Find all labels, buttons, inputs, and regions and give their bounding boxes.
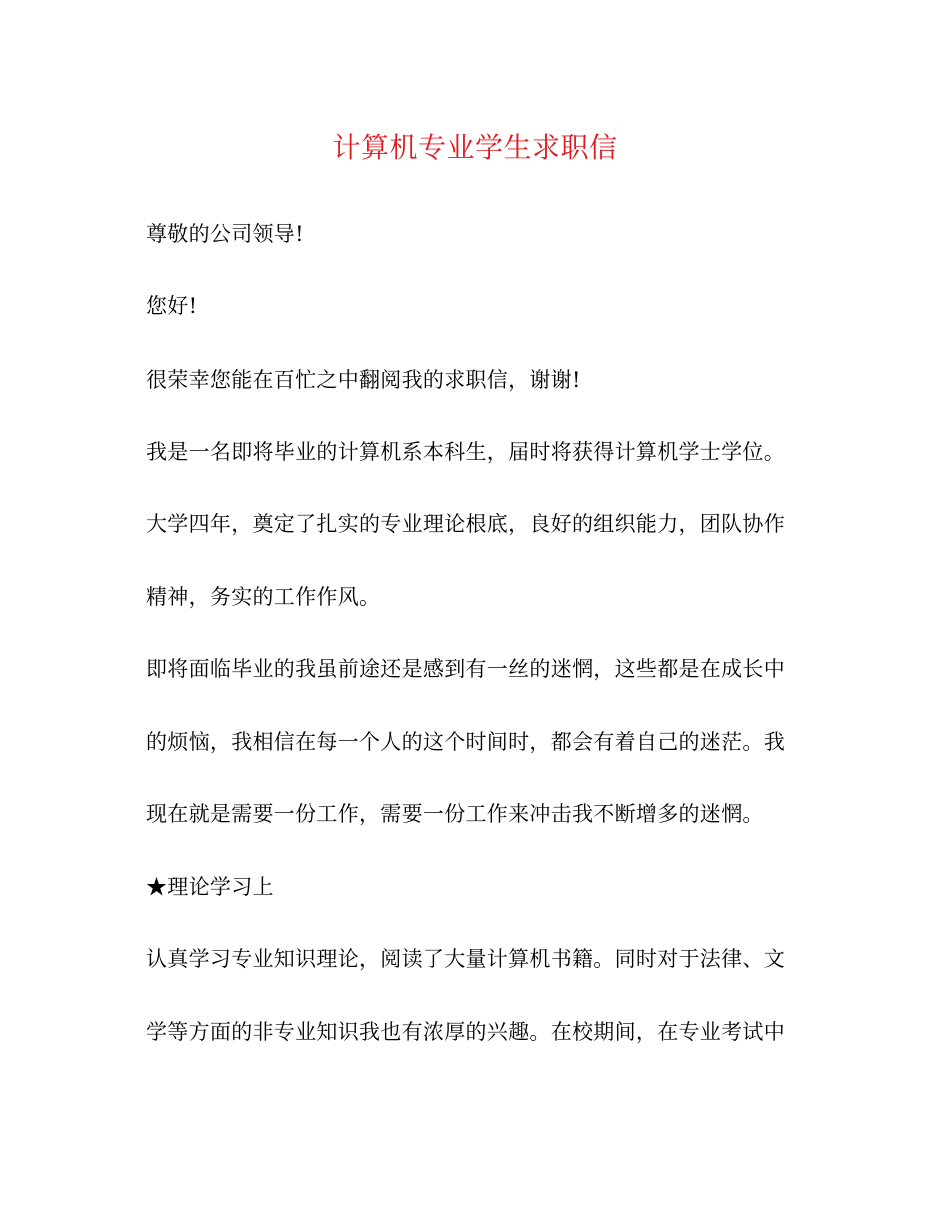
document-title: 计算机专业学生求职信 — [332, 131, 618, 164]
body-line: 现在就是需要一份工作，需要一份工作来冲击我不断增多的迷惘。 — [146, 802, 764, 826]
body-line: 我是一名即将毕业的计算机系本科生，届时将获得计算机学士学位。 — [146, 440, 785, 464]
body-line: 大学四年，奠定了扎实的专业理论根底，良好的组织能力，团队协作 — [146, 512, 785, 536]
salutation: 尊敬的公司领导! — [146, 222, 304, 246]
body-line: 认真学习专业知识理论，阅读了大量计算机书籍。同时对于法律、文 — [146, 947, 785, 971]
body-line: 精神，务实的工作作风。 — [146, 585, 381, 609]
greeting: 您好! — [146, 294, 198, 318]
body-line: 即将面临毕业的我虽前途还是感到有一丝的迷惘，这些都是在成长中 — [146, 657, 785, 681]
body-line: 很荣幸您能在百忙之中翻阅我的求职信，谢谢! — [146, 368, 581, 392]
body-line: 的烦恼，我相信在每一个人的这个时间时，都会有着自己的迷茫。我 — [146, 730, 785, 754]
body-line: 学等方面的非专业知识我也有浓厚的兴趣。在校期间，在专业考试中 — [146, 1020, 785, 1044]
section-heading: ★理论学习上 — [146, 875, 274, 899]
